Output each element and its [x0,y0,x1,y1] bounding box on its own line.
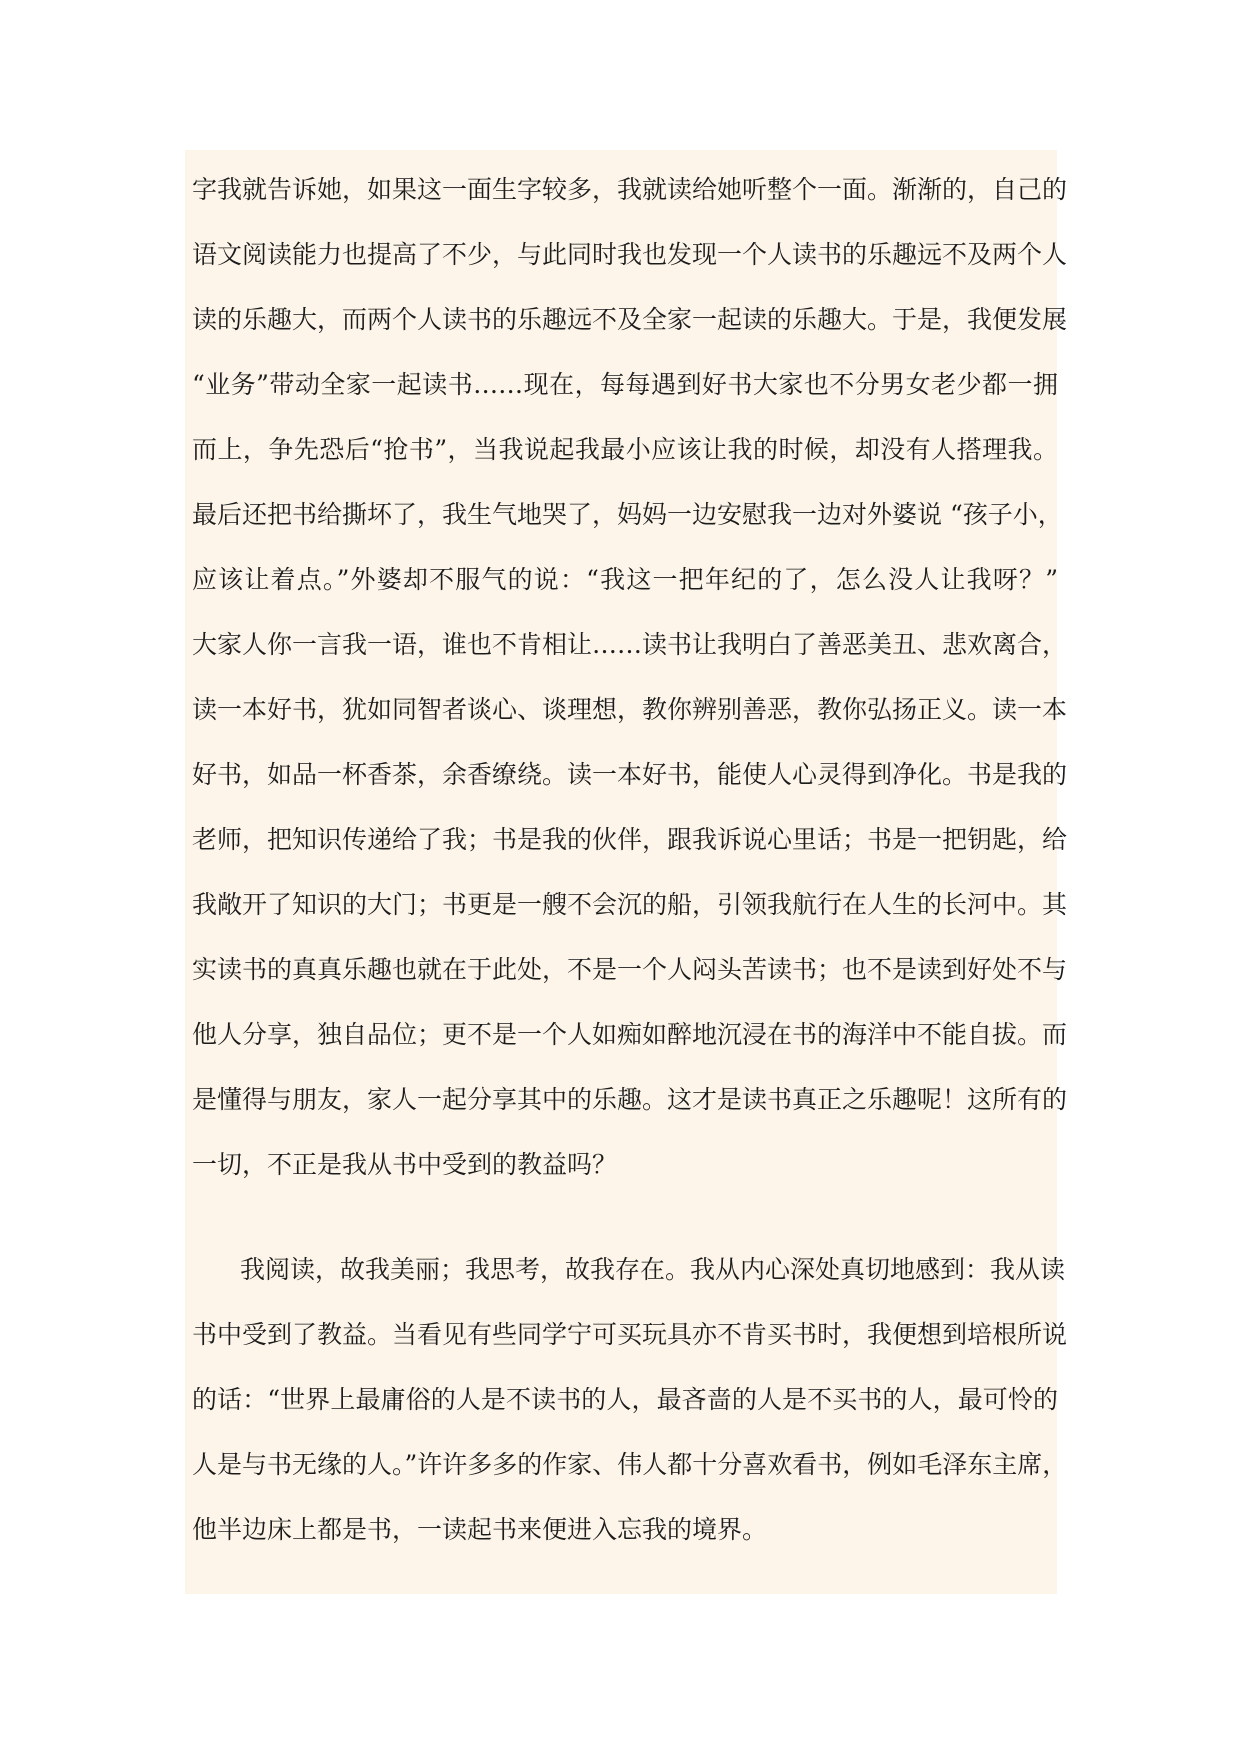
text-line: 他人分享，独自品位；更不是一个人如痴如醉地沉浸在书的海洋中不能自拔。而 [192,1020,1068,1049]
text-line: 一切，不正是我从书中受到的教益吗？ [192,1150,618,1179]
text-line: 实读书的真真乐趣也就在于此处，不是一个人闷头苦读书；也不是读到好处不与 [192,955,1068,984]
text-line: 我阅读，故我美丽；我思考，故我存在。我从内心深处真切地感到：我从读 [240,1255,1066,1284]
text-line: 他半边床上都是书，一读起书来便进入忘我的境界。 [192,1515,768,1544]
text-line: 好书，如品一杯香茶，余香缭绕。读一本好书，能使人心灵得到净化。书是我的 [192,760,1068,789]
text-line: 人是与书无缘的人。”许许多多的作家、伟人都十分喜欢看书，例如毛泽东主席， [192,1450,1068,1479]
text-line: 大家人你一言我一语，谁也不肯相让……读书让我明白了善恶美丑、悲欢离合， [192,630,1068,659]
text-line: 读一本好书，犹如同智者谈心、谈理想，教你辨别善恶，教你弘扬正义。读一本 [192,695,1068,724]
text-line: 读的乐趣大，而两个人读书的乐趣远不及全家一起读的乐趣大。于是，我便发展 [192,305,1068,334]
text-line: 最后还把书给撕坏了，我生气地哭了，妈妈一边安慰我一边对外婆说 “孩子小， [192,500,1063,529]
text-line: 字我就告诉她，如果这一面生字较多，我就读给她听整个一面。渐渐的，自己的 [192,175,1068,204]
text-line: “业务”带动全家一起读书……现在，每每遇到好书大家也不分男女老少都一拥 [192,370,1058,399]
text-line: 我敞开了知识的大门；书更是一艘不会沉的船，引领我航行在人生的长河中。其 [192,890,1068,919]
text-line: 而上，争先恐后“抢书”，当我说起我最小应该让我的时候，却没有人搭理我。 [192,435,1058,464]
text-line: 语文阅读能力也提高了不少，与此同时我也发现一个人读书的乐趣远不及两个人 [192,240,1068,269]
text-line: 的话：“世界上最庸俗的人是不读书的人，最吝啬的人是不买书的人，最可怜的 [192,1385,1058,1414]
text-line: 书中受到了教益。当看见有些同学宁可买玩具亦不肯买书时，我便想到培根所说 [192,1320,1068,1349]
text-line: 是懂得与朋友，家人一起分享其中的乐趣。这才是读书真正之乐趣呢！这所有的 [192,1085,1068,1114]
text-line: 应该让着点。”外婆却不服气的说：“我这一把年纪的了，怎么没人让我呀？” [192,565,1058,594]
document-text-block [185,150,1068,1594]
text-line: 老师，把知识传递给了我；书是我的伙伴，跟我诉说心里话；书是一把钥匙，给 [192,825,1068,854]
